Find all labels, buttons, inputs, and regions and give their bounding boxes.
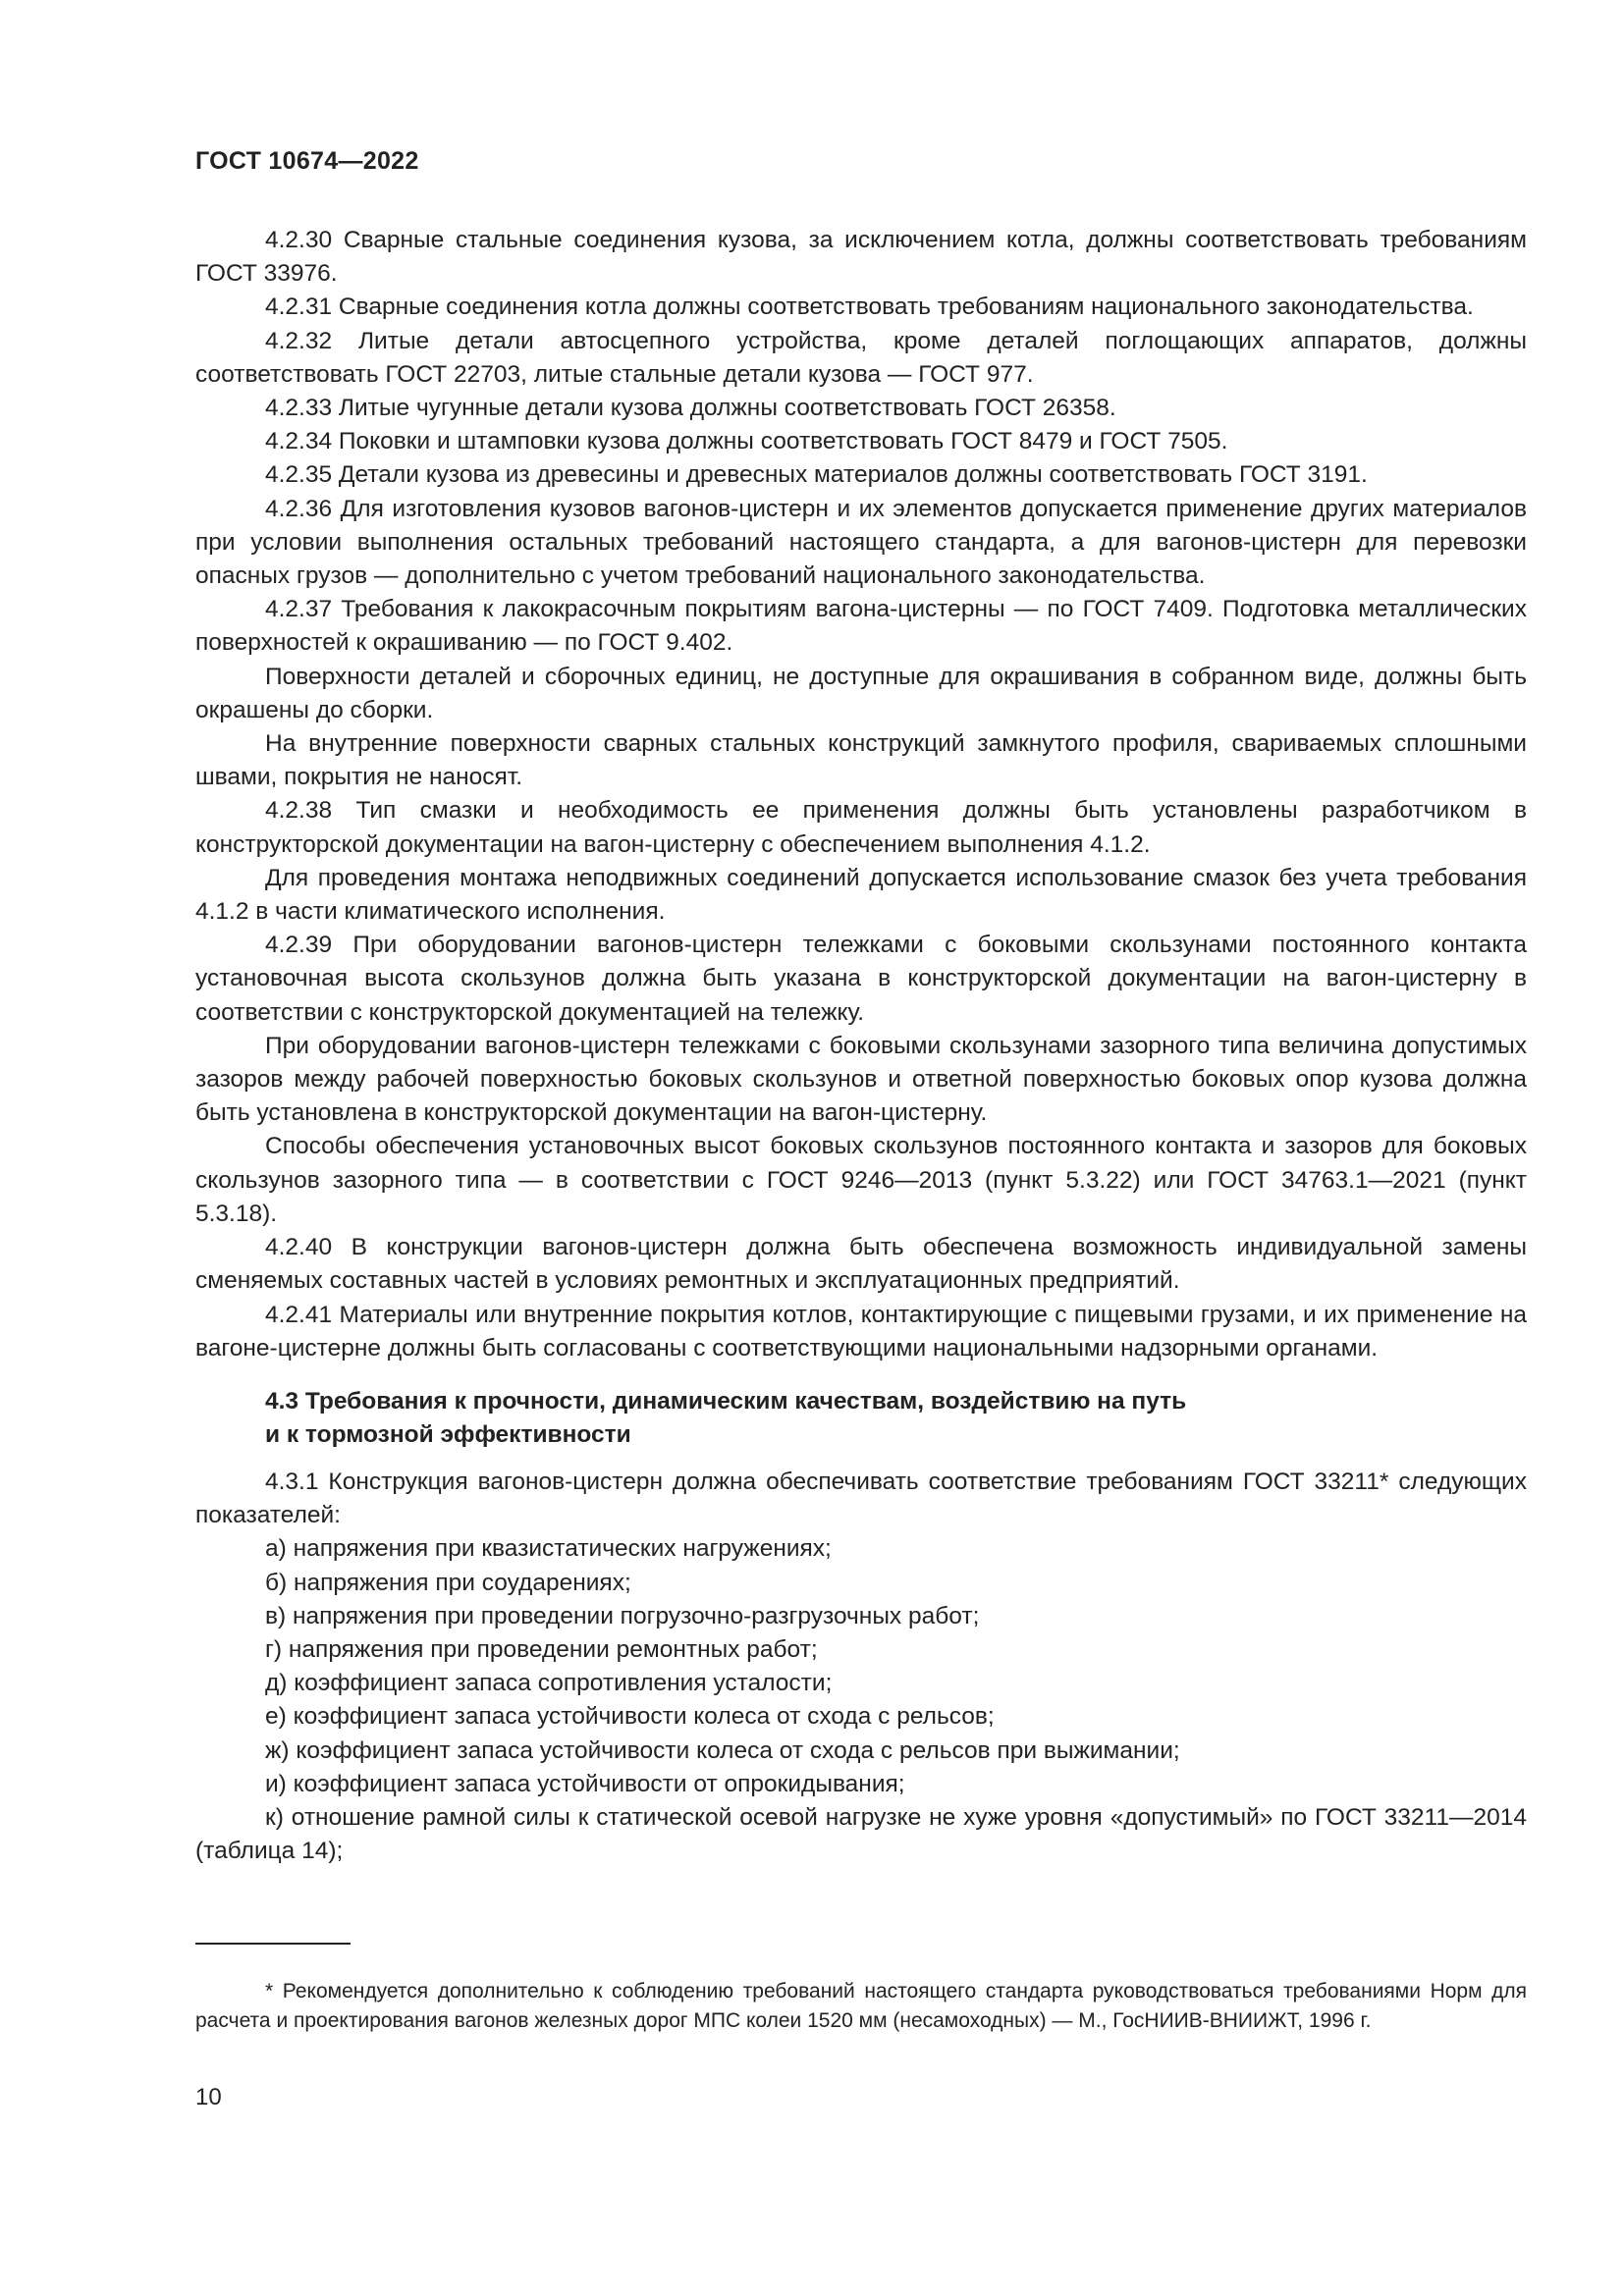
paragraph: 4.2.31 Сварные соединения котла должны соответствовать требованиям национального законодательства.: [265, 294, 1474, 321]
paragraph: 4.2.33 Литые чугунные детали кузова должны соответствовать ГОСТ 26358.: [265, 395, 1116, 422]
paragraph: 4.2.39 При оборудовании вагонов-цистерн тележками с боковыми скользунами постоянного контакта установочная высота скользунов должна быть указана в конструкторской документации на вагон-цистерну в соответствии с конструкторской документацией на тележку.: [195, 932, 1527, 1026]
paragraph: 4.2.35 Детали кузова из древесины и древесных материалов должны соответствовать ГОСТ 3191.: [265, 461, 1368, 489]
footnote-divider: [195, 1943, 351, 1945]
page-number: 10: [195, 2084, 222, 2110]
paragraph: 4.2.37 Требования к лакокрасочным покрытиям вагона-цистерны — по ГОСТ 7409. Подготовка металлических поверхностей к окрашиванию — по ГОСТ 9.402.: [195, 596, 1527, 657]
paragraph: На внутренние поверхности сварных стальных конструкций замкнутого профиля, свариваемых сплошными швами, покрытия не наносят.: [195, 730, 1527, 791]
list-item: е) коэффициент запаса устойчивости колеса от схода с рельсов;: [265, 1703, 995, 1731]
list-item: г) напряжения при проведении ремонтных работ;: [265, 1635, 818, 1663]
paragraph: Способы обеспечения установочных высот боковых скользунов постоянного контакта и зазоров для боковых скользунов зазорного типа — в соответствии с ГОСТ 9246—2013 (пункт 5.3.22) или ГОСТ 34763.1—2021 (пункт 5.3.18).: [195, 1133, 1527, 1227]
list-item: в) напряжения при проведении погрузочно-разгрузочных работ;: [265, 1602, 980, 1629]
section-4-2-paragraphs: [195, 224, 1527, 1365]
paragraph: 4.3.1 Конструкция вагонов-цистерн должна обеспечивать соответствие требованиям ГОСТ 33211* следующих показателей:: [195, 1468, 1527, 1529]
paragraph: 4.2.38 Тип смазки и необходимость ее применения должны быть установлены разработчиком в конструкторской документации на вагон-цистерну с обеспечением выполнения 4.1.2.: [195, 797, 1527, 858]
list-item: ж) коэффициент запаса устойчивости колеса от схода с рельсов при выжимании;: [265, 1736, 1180, 1764]
paragraph: При оборудовании вагонов-цистерн тележками с боковыми скользунами зазорного типа величина допустимых зазоров между рабочей поверхностью боковых скользунов и ответной поверхностью боковых опор кузова должна быть установлена в конструкторской документации на вагон-цистерну.: [195, 1032, 1527, 1127]
list-item: д) коэффициент запаса сопротивления усталости;: [265, 1670, 833, 1697]
paragraph: 4.2.36 Для изготовления кузовов вагонов-цистерн и их элементов допускается применение других материалов при условии выполнения остальных требований настоящего стандарта, а для вагонов-цистерн для перевозки опасных грузов — дополнительно с учетом требований национального законодательства.: [195, 495, 1527, 590]
section-heading-line-2: и к тормозной эффективности: [265, 1420, 631, 1448]
document-header: ГОСТ 10674—2022: [195, 147, 419, 175]
document-body: [195, 224, 1527, 1868]
paragraph: 4.2.41 Материалы или внутренние покрытия котлов, контактирующие с пищевыми грузами, и их применение на вагоне-цистерне должны быть согласованы с соответствующими национальными надзорными органами.: [195, 1301, 1527, 1362]
paragraph: 4.2.32 Литые детали автосцепного устройства, кроме деталей поглощающих аппаратов, должны соответствовать ГОСТ 22703, литые стальные детали кузова — ГОСТ 977.: [195, 327, 1527, 388]
section-heading-line-1: 4.3 Требования к прочности, динамическим качествам, воздействию на путь: [265, 1387, 1187, 1415]
paragraph: 4.2.30 Сварные стальные соединения кузова, за исключением котла, должны соответствовать требованиям ГОСТ 33976.: [195, 227, 1527, 288]
requirements-list: [195, 1532, 1527, 1801]
list-item-last: к) отношение рамной силы к статической осевой нагрузке не хуже уровня «допустимый» по ГОСТ 33211—2014 (таблица 14);: [195, 1803, 1527, 1865]
section-heading: [195, 1385, 1527, 1452]
paragraph: 4.2.40 В конструкции вагонов-цистерн должна быть обеспечена возможность индивидуальной замены сменяемых составных частей в условиях ремонтных и эксплуатационных предприятий.: [195, 1234, 1527, 1295]
list-item: и) коэффициент запаса устойчивости от опрокидывания;: [265, 1770, 905, 1797]
paragraph: Поверхности деталей и сборочных единиц, не доступные для окрашивания в собранном виде, должны быть окрашены до сборки.: [195, 663, 1527, 723]
list-item: б) напряжения при соударениях;: [265, 1569, 631, 1596]
section-4-3-paragraphs: [195, 1466, 1527, 1532]
paragraph: Для проведения монтажа неподвижных соединений допускается использование смазок без учета требования 4.1.2 в части климатического исполнения.: [195, 864, 1527, 926]
paragraph: 4.2.34 Поковки и штамповки кузова должны соответствовать ГОСТ 8479 и ГОСТ 7505.: [265, 428, 1228, 455]
footnote: * Рекомендуется дополнительно к соблюдению требований настоящего стандарта руководствоваться требованиями Норм для расчета и проектирования вагонов железных дорог МПС колеи 1520 мм (несамоходных) — М., ГосНИИВ-ВНИИЖТ, 1996 г.: [195, 1980, 1527, 2032]
list-item: а) напряжения при квазистатических нагружениях;: [265, 1535, 832, 1563]
